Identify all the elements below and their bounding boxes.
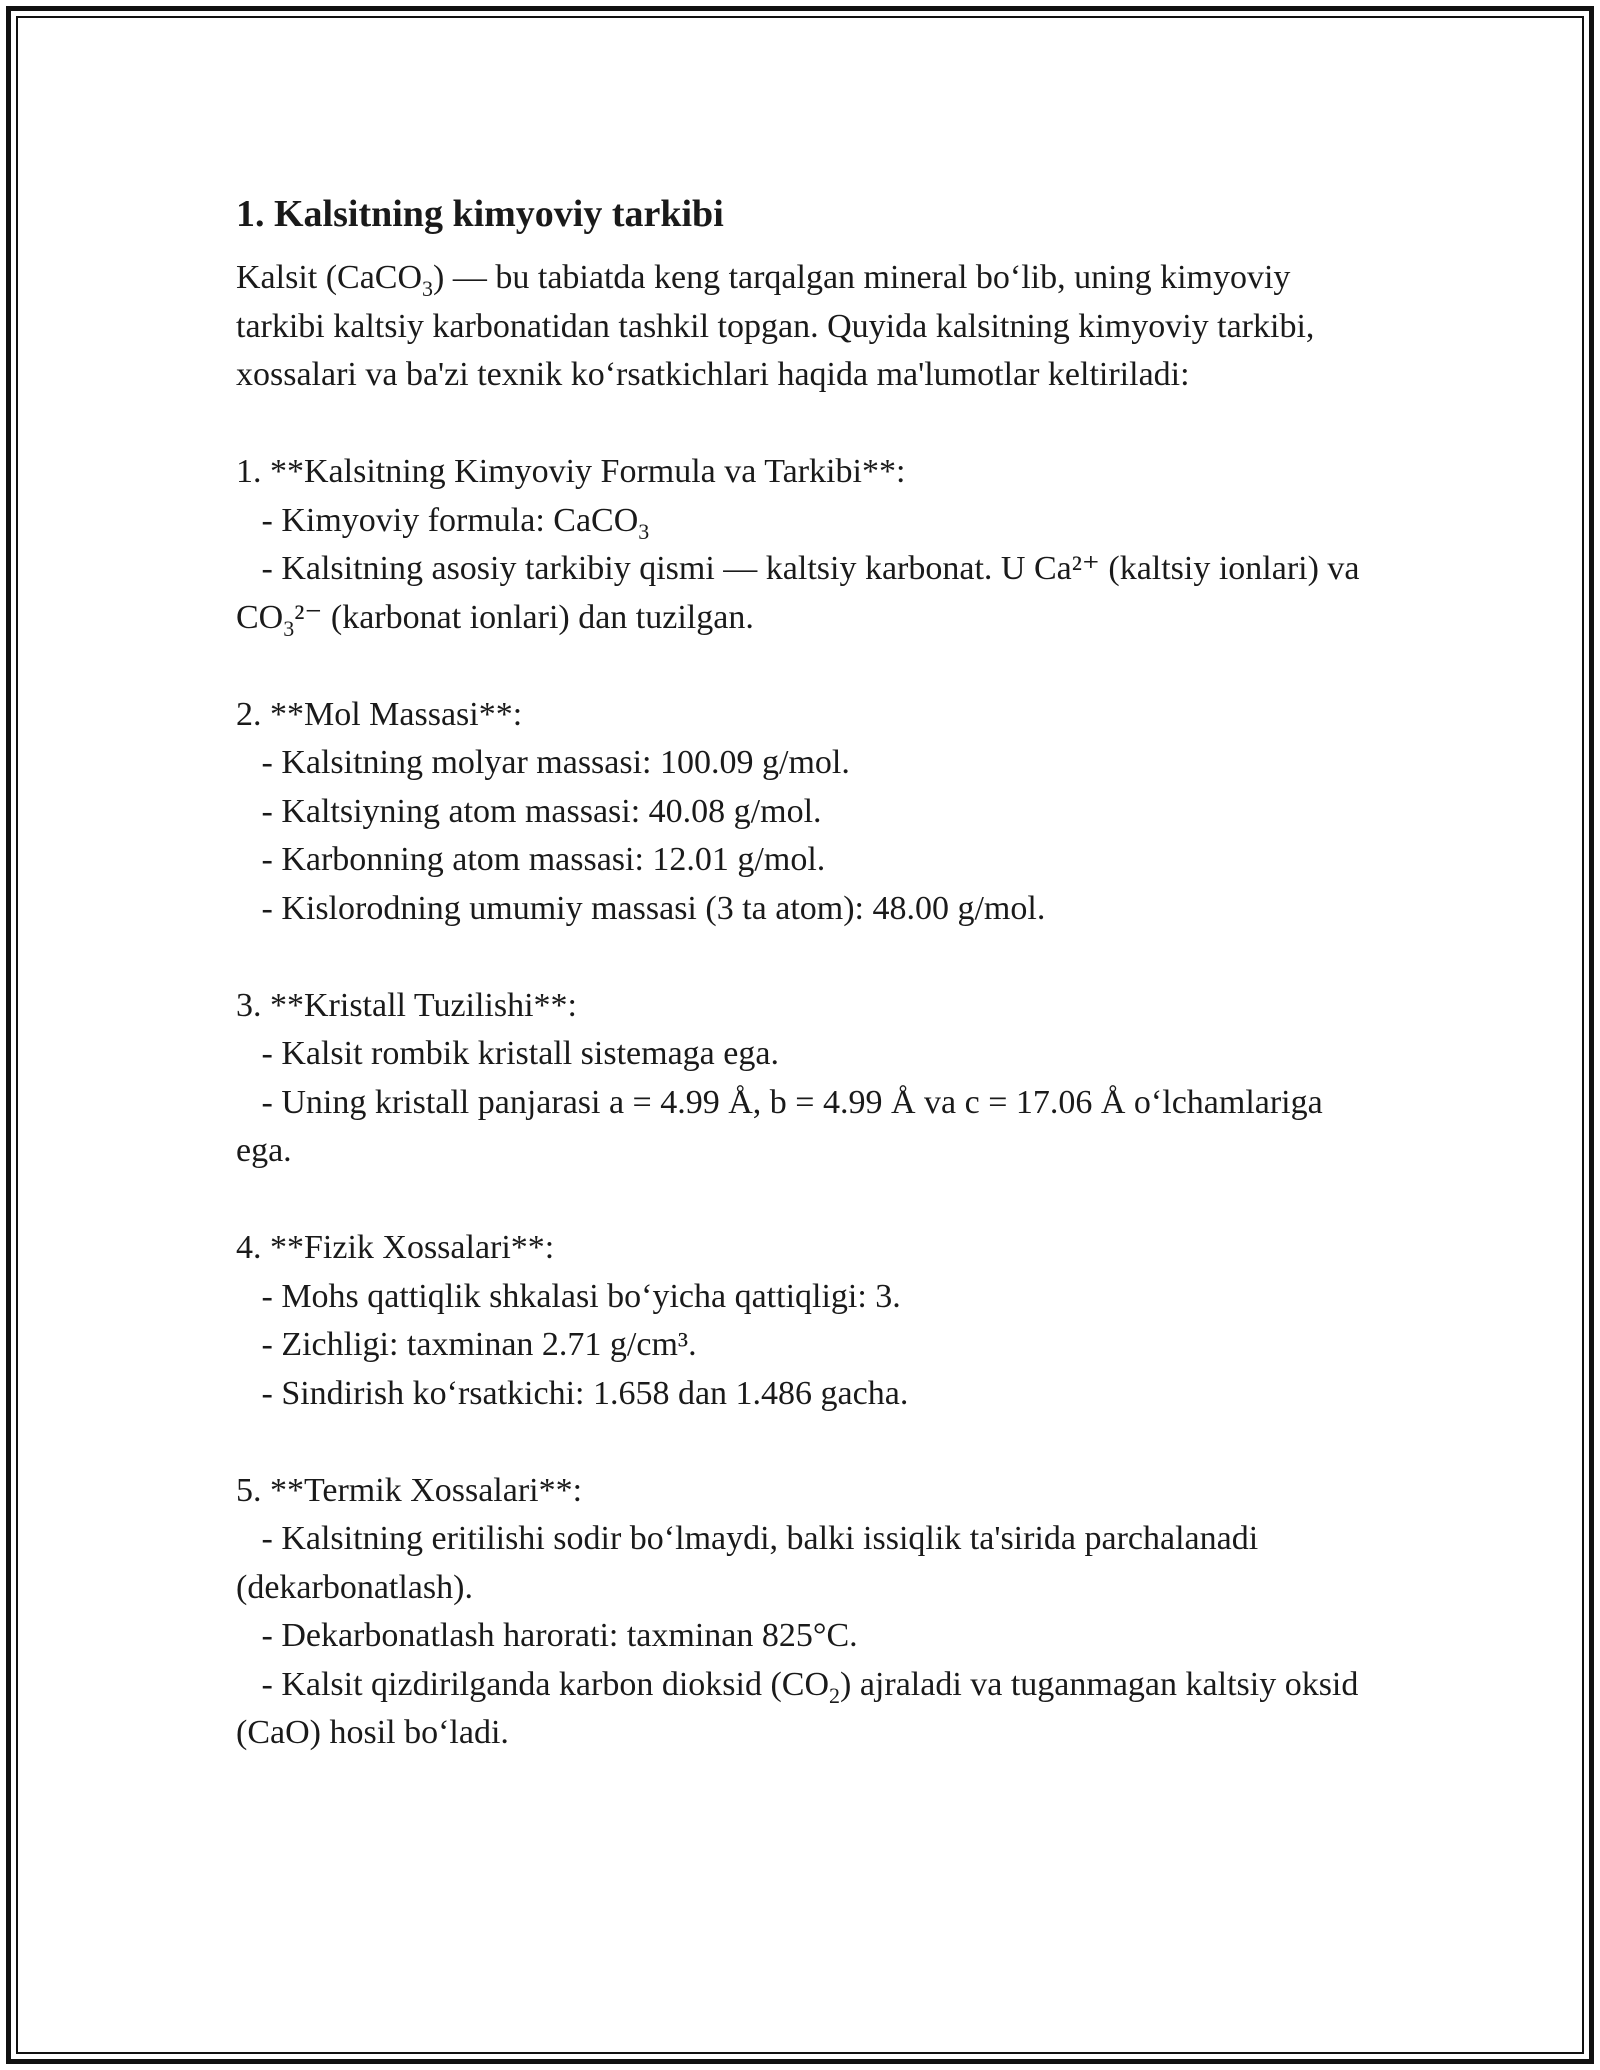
subscript: 3 [283,615,295,641]
subscript: 3 [422,276,434,301]
subscript: 2 [829,1682,841,1708]
list-item: - Sindirish ko‘rsatkichi: 1.658 dan 1.486 gacha. [236,1374,909,1412]
list-item: - Kalsitning asosiy tarkibiy qismi — kaltsiy karbonat. U Ca²⁺ (kaltsiy ionlari) va $CO_3^{2-}$ (karbonat ionlari) dan tuzilgan. [236,550,1369,641]
list-item: - Kalsitning molyar massasi: 100.09 g/mol. [236,744,850,781]
section-title: 4. **Fizik Xossalari**: [236,1229,555,1266]
list-item: - Uning kristall panjarasi a = 4.99 Å, b = 4.99 Å va c = 17.06 Å o‘lchamlariga ega. [236,1083,1332,1169]
section-title: 2. **Mol Massasi**: [236,695,523,733]
list-item: - Kalsit rombik kristall sistemaga ega. [236,1035,779,1072]
list-item: - Dekarbonatlash harorati: taxminan 825°C. [236,1617,858,1654]
section-title: 3. **Kristall Tuzilishi**: [236,986,577,1024]
list-item: - Kislorodning umumiy massasi (3 ta atom): 48.00 g/mol. [236,889,1046,927]
sections-list [236,400,1376,1758]
list-item: - Kaltsiyning atom massasi: 40.08 g/mol. [236,792,822,830]
intro-paragraph [236,254,1376,400]
list-item: - Kimyoviy formula: CaCO$_3$ [236,501,650,544]
subscript: 3 [638,518,650,544]
section-heading: 1. Kalsitning kimyoviy tarkibi [236,193,724,235]
blank-line [236,1418,1376,1467]
section-title: 1. **Kalsitning Kimyoviy Formula va Tarkibi**: [236,453,906,490]
section-title: 5. **Termik Xossalari**: [236,1471,583,1509]
list-item: - Mohs qattiqlik shkalasi bo‘yicha qattiqligi: 3. [236,1277,901,1315]
list-item: - Kalsit qizdirilganda karbon dioksid $(CO_2)$ ajraladi va tuganmagan kaltsiy oksid (CaO) hosil bo‘ladi. [236,1665,1367,1751]
list-item: - Kalsitning eritilishi sodir bo‘lmaydi, balki issiqlik ta'sirida parchalanadi (dekarbonatlash). [236,1520,1267,1606]
list-item: - Karbonning atom massasi: 12.01 g/mol. [236,841,826,878]
blank-line [236,933,1376,982]
blank-line [236,642,1376,691]
blank-line [236,400,1376,449]
list-item: - Zichligi: taxminan 2.71 g/cm³. [236,1326,697,1363]
document-body [236,186,1376,1758]
intro-text: ) — bu tabiatda keng tarqalgan mineral bo‘lib, uning kimyoviy tarkibi kaltsiy karbonatidan tashkil topgan. Quyida kalsitning kimyoviy tarkibi, xossalari va ba'zi texnik ko‘rsatkichlari haqida ma'lumotlar keltiriladi: [236,259,1315,393]
blank-line [236,1176,1376,1225]
intro-text: Kalsit (CaCO [236,259,423,296]
